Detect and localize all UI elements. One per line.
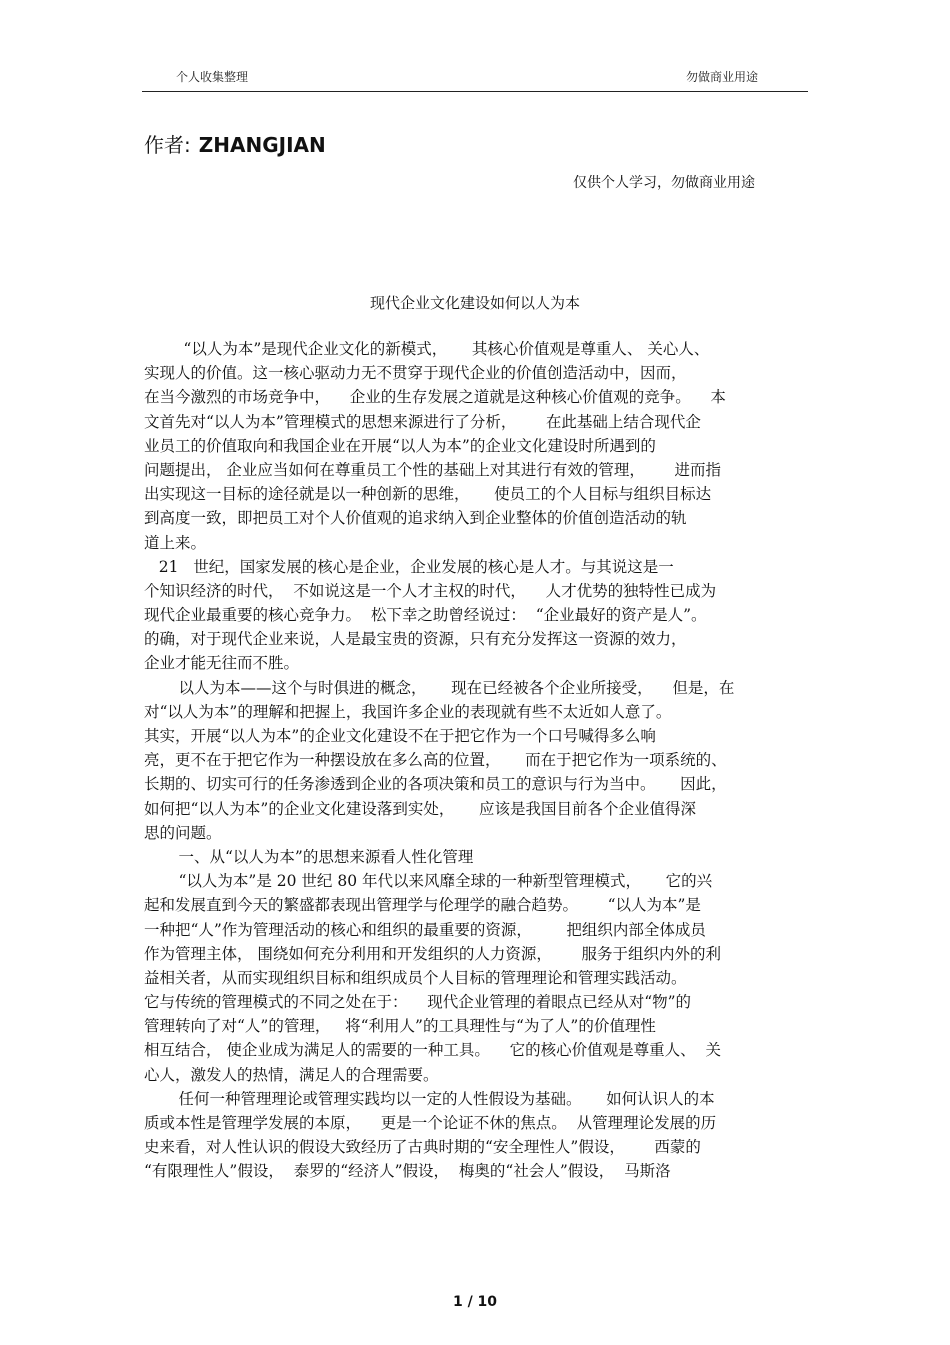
text-line: 任何一种管理理论或管理实践均以一定的人性假设为基础。 如何认识人的本 [144, 1089, 715, 1108]
body-text [144, 337, 808, 1184]
header-right-text: 勿做商业用途 [686, 70, 759, 84]
text-line: 益相关者，从而实现组织目标和组织成员个人目标的管理理论和管理实践活动。 [144, 968, 687, 987]
author-label: 作者: [144, 133, 191, 157]
text-line: 道上来。 [144, 533, 207, 552]
author-name: ZHANGJIAN [198, 133, 326, 157]
text-line: 的确，对于现代企业来说，人是最宝贵的资源，只有充分发挥这一资源的效力， [144, 630, 687, 649]
text-line: 出实现这一目标的途径就是以一种创新的思维， 使员工的个人目标与组织目标达 [144, 485, 712, 504]
author-line [144, 129, 326, 158]
text-line: 在当今激烈的市场竞争中， 企业的生存发展之道就是这种核心价值观的竞争。 本 [144, 388, 726, 407]
text-line: 21 世纪，国家发展的核心是企业，企业发展的核心是人才。与其说这是一 [144, 557, 674, 576]
text-line: 亮，更不在于把它作为一种摆设放在多么高的位置， 而在于把它作为一项系统的、 [144, 751, 727, 770]
text-line: 文首先对“以人为本”管理模式的思想来源进行了分析， 在此基础上结合现代企 [144, 412, 701, 431]
text-line: 到高度一致，即把员工对个人价值观的追求纳入到企业整体的价值创造活动的轨 [144, 509, 687, 528]
text-line: 相互结合， 使企业成为满足人的需要的一种工具。 它的核心价值观是尊重人、 关 [144, 1041, 721, 1060]
text-line: 质或本性是管理学发展的本原， 更是一个论证不休的焦点。 从管理理论发展的历 [144, 1114, 717, 1132]
text-line: 起和发展直到今天的繁盛都表现出管理学与伦理学的融合趋势。 “以人为本”是 [144, 896, 701, 915]
text-line: 它与传统的管理模式的不同之处在于： 现代企业管理的着眼点已经从对“物”的 [144, 993, 692, 1012]
text-line: 管理转向了对“人”的管理， 将“利用人”的工具理性与“为了人”的价值理性 [144, 1017, 656, 1036]
text-line: 如何把“以人为本”的企业文化建设落到实处， 应该是我国目前各个企业值得深 [144, 799, 696, 818]
text-line: 个知识经济的时代， 不如说这是一个人才主权的时代， 人才优势的独特性已成为 [144, 581, 717, 600]
header-left-text: 个人收集整理 [176, 70, 249, 84]
text-line: 企业才能无往而不胜。 [144, 654, 300, 673]
text-line: “以人为本”是现代企业文化的新模式， 其核心价值观是尊重人、 关心人、 [144, 340, 710, 358]
text-line: 心人，激发人的热情，满足人的合理需要。 [144, 1065, 439, 1084]
header-divider [142, 91, 808, 92]
text-line: “有限理性人”假设， 泰罗的“经济人”假设， 梅奥的“社会人”假设， 马斯洛 [144, 1162, 671, 1181]
text-line: “以人为本”是 20 世纪 80 年代以来风靡全球的一种新型管理模式， 它的兴 [144, 872, 713, 891]
text-line: 一种把“人”作为管理活动的核心和组织的最重要的资源， 把组织内部全体成员 [144, 920, 706, 939]
text-line: 实现人的价值。这一核心驱动力无不贯穿于现代企业的价值创造活动中，因而， [144, 364, 687, 383]
text-line: 业员工的价值取向和我国企业在开展“以人为本”的企业文化建设时所遇到的 [144, 436, 656, 455]
text-line: 以人为本——这个与时俱进的概念， 现在已经被各个企业所接受， 但是，在 [144, 678, 735, 697]
usage-notice: 仅供个人学习，勿做商业用途 [573, 175, 755, 191]
page-number: 1 / 10 [452, 1294, 498, 1310]
text-line: 问题提出， 企业应当如何在尊重员工个性的基础上对其进行有效的管理， 进而指 [144, 460, 721, 479]
text-line: 长期的、切实可行的任务渗透到企业的各项决策和员工的意识与行为当中。 因此， [144, 775, 727, 794]
text-line: 作为管理主体， 围绕如何充分利用和开发组织的人力资源， 服务于组织内外的利 [144, 944, 721, 963]
document-title: 现代企业文化建设如何以人为本 [369, 294, 580, 312]
text-line: 一、从“以人为本”的思想来源看人性化管理 [144, 847, 474, 866]
text-line: 其实，开展“以人为本”的企业文化建设不在于把它作为一个口号喊得多么响 [144, 727, 656, 745]
text-line: 史来看，对人性认识的假设大致经历了古典时期的“安全理性人”假设， 西蒙的 [144, 1138, 701, 1157]
text-line: 现代企业最重要的核心竞争力。 松下幸之助曾经说过： “企业最好的资产是人”。 [144, 606, 707, 625]
text-line: 思的问题。 [144, 823, 222, 842]
text-line: 对“以人为本”的理解和把握上，我国许多企业的表现就有些不太近如人意了。 [144, 702, 672, 721]
